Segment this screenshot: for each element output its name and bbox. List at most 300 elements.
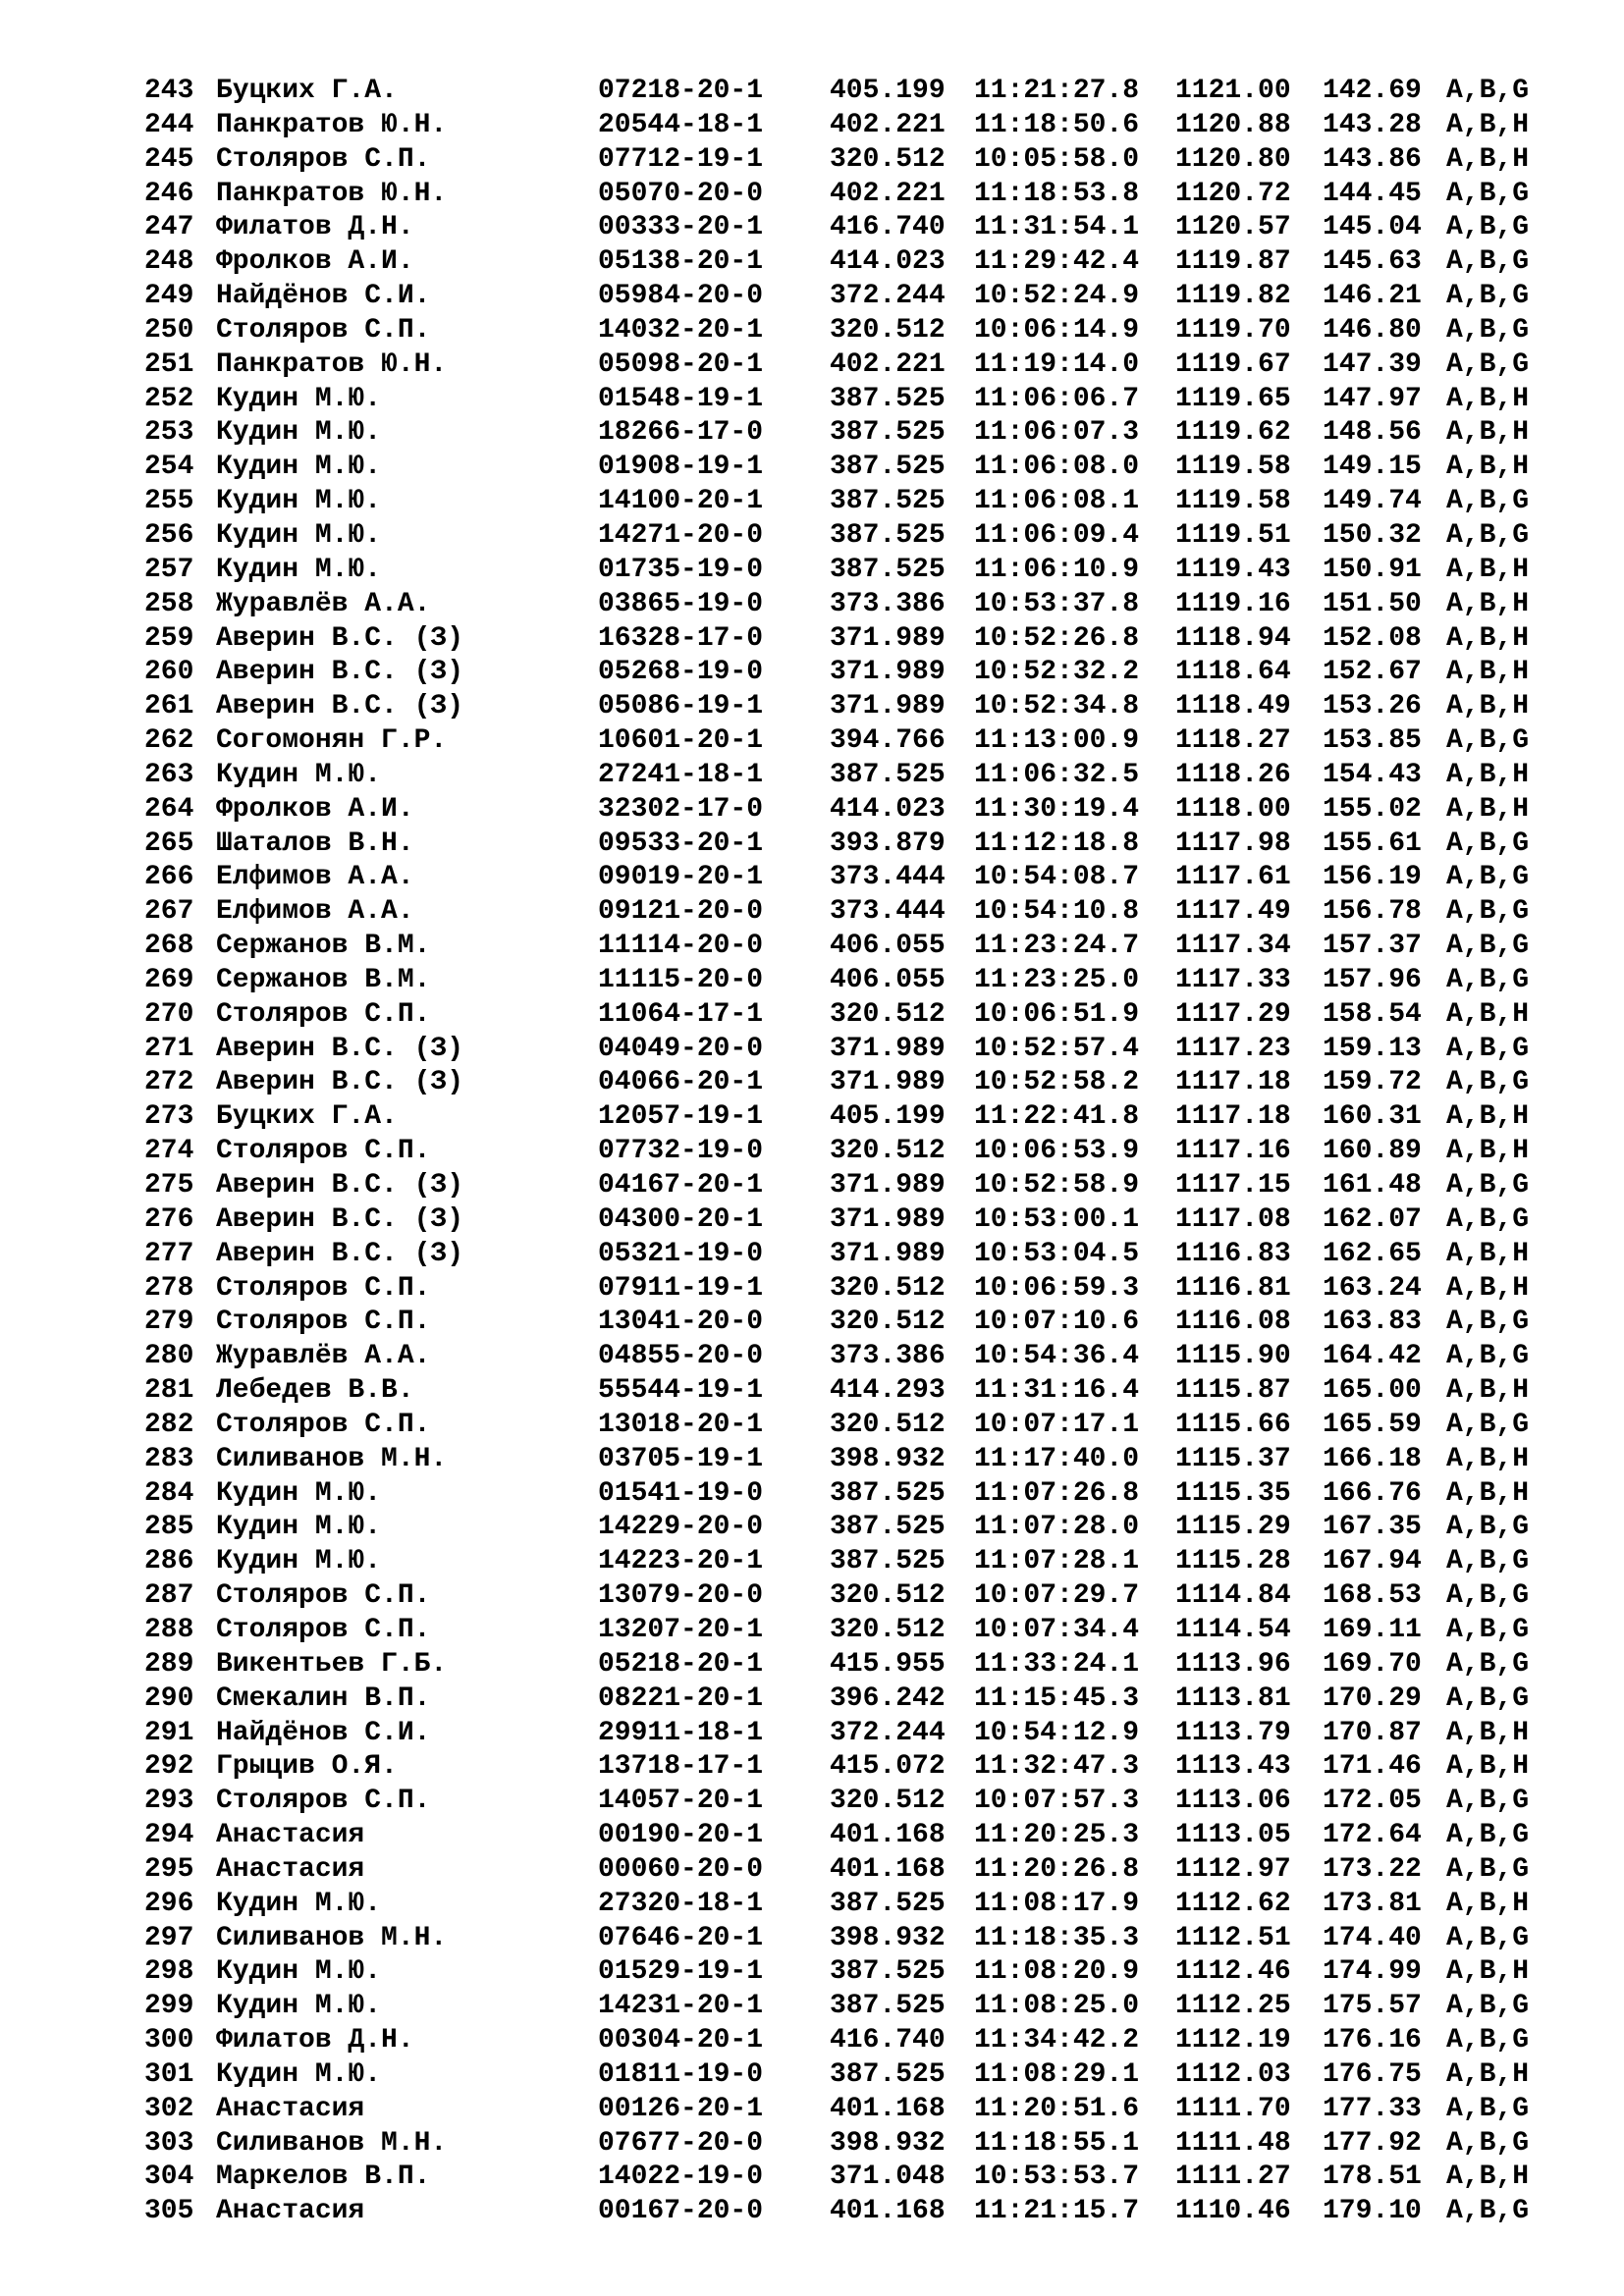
table-row: [144, 1238, 1578, 1272]
participant-name: Панкратов Ю.Н.: [216, 348, 448, 380]
points: 167.94: [1323, 1546, 1422, 1577]
class-codes: A,B,G: [1446, 2093, 1530, 2124]
table-row: [144, 1100, 1578, 1135]
table-row: [144, 2127, 1578, 2162]
speed: 1119.70: [1175, 314, 1291, 346]
points: 157.37: [1323, 931, 1422, 962]
rank: 261: [144, 691, 194, 722]
ring-number: 18266-17-0: [598, 417, 764, 449]
points: 143.86: [1323, 143, 1422, 175]
rank: 249: [144, 281, 194, 312]
distance: 371.989: [830, 657, 946, 688]
points: 165.00: [1323, 1375, 1422, 1407]
participant-name: Столяров С.П.: [216, 1580, 431, 1612]
table-row: [144, 1340, 1578, 1374]
rank: 295: [144, 1853, 194, 1885]
distance: 401.168: [830, 2196, 946, 2227]
ring-number: 20544-18-1: [598, 109, 764, 140]
arrival-time: 10:53:00.1: [974, 1203, 1140, 1235]
speed: 1118.94: [1175, 622, 1291, 654]
participant-name: Аверин В.С. (З): [216, 691, 464, 722]
rank: 247: [144, 212, 194, 243]
ring-number: 10601-20-1: [598, 725, 764, 757]
distance: 387.525: [830, 1512, 946, 1543]
distance: 387.525: [830, 519, 946, 551]
class-codes: A,B,G: [1446, 246, 1530, 278]
class-codes: A,B,H: [1446, 1375, 1530, 1407]
distance: 394.766: [830, 725, 946, 757]
rank: 292: [144, 1751, 194, 1783]
class-codes: A,B,G: [1446, 212, 1530, 243]
rank: 256: [144, 519, 194, 551]
points: 150.91: [1323, 554, 1422, 585]
rank: 298: [144, 1956, 194, 1988]
rank: 293: [144, 1786, 194, 1817]
points: 170.29: [1323, 1682, 1422, 1714]
distance: 371.989: [830, 622, 946, 654]
ring-number: 00304-20-1: [598, 2025, 764, 2056]
distance: 372.244: [830, 1717, 946, 1748]
speed: 1119.51: [1175, 519, 1291, 551]
arrival-time: 11:06:08.1: [974, 486, 1140, 517]
arrival-time: 10:52:24.9: [974, 281, 1140, 312]
participant-name: Аверин В.С. (З): [216, 657, 464, 688]
class-codes: A,B,H: [1446, 759, 1530, 790]
table-row: [144, 2195, 1578, 2229]
table-row: [144, 1717, 1578, 1751]
arrival-time: 11:33:24.1: [974, 1648, 1140, 1680]
distance: 371.989: [830, 1033, 946, 1064]
points: 166.76: [1323, 1477, 1422, 1509]
arrival-time: 11:23:25.0: [974, 964, 1140, 995]
rank: 274: [144, 1136, 194, 1167]
class-codes: A,B,H: [1446, 1888, 1530, 1919]
distance: 401.168: [830, 2093, 946, 2124]
rank: 300: [144, 2025, 194, 2056]
class-codes: A,B,H: [1446, 554, 1530, 585]
points: 146.21: [1323, 281, 1422, 312]
class-codes: A,B,H: [1446, 1477, 1530, 1509]
arrival-time: 10:05:58.0: [974, 143, 1140, 175]
participant-name: Кудин М.Ю.: [216, 1991, 382, 2022]
class-codes: A,B,G: [1446, 1033, 1530, 1064]
rank: 279: [144, 1307, 194, 1338]
points: 150.32: [1323, 519, 1422, 551]
table-row: [144, 1682, 1578, 1717]
class-codes: A,B,G: [1446, 1067, 1530, 1098]
arrival-time: 11:19:14.0: [974, 348, 1140, 380]
ring-number: 05268-19-0: [598, 657, 764, 688]
participant-name: Аверин В.С. (З): [216, 1067, 464, 1098]
ring-number: 09019-20-1: [598, 862, 764, 893]
table-row: [144, 588, 1578, 622]
arrival-time: 11:32:47.3: [974, 1751, 1140, 1783]
table-row: [144, 1477, 1578, 1512]
rank: 270: [144, 998, 194, 1030]
rank: 251: [144, 348, 194, 380]
arrival-time: 11:20:51.6: [974, 2093, 1140, 2124]
points: 165.59: [1323, 1409, 1422, 1440]
ring-number: 08221-20-1: [598, 1682, 764, 1714]
points: 162.65: [1323, 1238, 1422, 1269]
speed: 1116.08: [1175, 1307, 1291, 1338]
class-codes: A,B,G: [1446, 1546, 1530, 1577]
distance: 416.740: [830, 212, 946, 243]
ring-number: 00333-20-1: [598, 212, 764, 243]
ring-number: 27241-18-1: [598, 759, 764, 790]
ring-number: 01548-19-1: [598, 383, 764, 414]
speed: 1115.87: [1175, 1375, 1291, 1407]
speed: 1112.97: [1175, 1853, 1291, 1885]
distance: 405.199: [830, 1101, 946, 1133]
class-codes: A,B,H: [1446, 1101, 1530, 1133]
speed: 1113.96: [1175, 1648, 1291, 1680]
table-row: [144, 690, 1578, 724]
participant-name: Силиванов М.Н.: [216, 1443, 448, 1474]
speed: 1117.34: [1175, 931, 1291, 962]
distance: 401.168: [830, 1853, 946, 1885]
speed: 1118.49: [1175, 691, 1291, 722]
points: 148.56: [1323, 417, 1422, 449]
class-codes: A,B,H: [1446, 417, 1530, 449]
ring-number: 32302-17-0: [598, 793, 764, 825]
table-row: [144, 485, 1578, 519]
ring-number: 07911-19-1: [598, 1272, 764, 1304]
participant-name: Буцких Г.А.: [216, 76, 398, 106]
rank: 250: [144, 314, 194, 346]
distance: 371.048: [830, 2162, 946, 2193]
class-codes: A,B,H: [1446, 109, 1530, 140]
ring-number: 55544-19-1: [598, 1375, 764, 1407]
ring-number: 11114-20-0: [598, 931, 764, 962]
participant-name: Столяров С.П.: [216, 1136, 431, 1167]
table-row: [144, 1374, 1578, 1409]
rank: 289: [144, 1648, 194, 1680]
table-row: [144, 1785, 1578, 1819]
table-row: [144, 280, 1578, 314]
rank: 284: [144, 1477, 194, 1509]
distance: 387.525: [830, 1477, 946, 1509]
speed: 1117.61: [1175, 862, 1291, 893]
table-row: [144, 348, 1578, 383]
points: 156.19: [1323, 862, 1422, 893]
speed: 1112.25: [1175, 1991, 1291, 2022]
participant-name: Маркелов В.П.: [216, 2162, 431, 2193]
ring-number: 14100-20-1: [598, 486, 764, 517]
speed: 1112.03: [1175, 2058, 1291, 2090]
ring-number: 01735-19-0: [598, 554, 764, 585]
ring-number: 05070-20-0: [598, 178, 764, 209]
rank: 266: [144, 862, 194, 893]
points: 177.33: [1323, 2093, 1422, 2124]
class-codes: A,B,H: [1446, 1136, 1530, 1167]
arrival-time: 10:52:26.8: [974, 622, 1140, 654]
participant-name: Анастасия: [216, 2196, 365, 2227]
class-codes: A,B,H: [1446, 622, 1530, 654]
participant-name: Буцких Г.А.: [216, 1101, 398, 1133]
distance: 387.525: [830, 759, 946, 790]
ring-number: 13041-20-0: [598, 1307, 764, 1338]
table-row: [144, 143, 1578, 178]
ring-number: 29911-18-1: [598, 1717, 764, 1748]
class-codes: A,B,G: [1446, 76, 1530, 106]
table-row: [144, 622, 1578, 657]
distance: 406.055: [830, 964, 946, 995]
arrival-time: 10:52:34.8: [974, 691, 1140, 722]
participant-name: Фролков А.И.: [216, 793, 414, 825]
class-codes: A,B,H: [1446, 2162, 1530, 2193]
distance: 396.242: [830, 1682, 946, 1714]
rank: 287: [144, 1580, 194, 1612]
class-codes: A,B,H: [1446, 1956, 1530, 1988]
class-codes: A,B,G: [1446, 1580, 1530, 1612]
class-codes: A,B,G: [1446, 931, 1530, 962]
speed: 1118.26: [1175, 759, 1291, 790]
class-codes: A,B,H: [1446, 1751, 1530, 1783]
speed: 1111.70: [1175, 2093, 1291, 2124]
speed: 1119.67: [1175, 348, 1291, 380]
speed: 1112.46: [1175, 1956, 1291, 1988]
ring-number: 07712-19-1: [598, 143, 764, 175]
class-codes: A,B,G: [1446, 519, 1530, 551]
speed: 1113.43: [1175, 1751, 1291, 1783]
distance: 320.512: [830, 1409, 946, 1440]
table-row: [144, 383, 1578, 417]
table-row: [144, 1545, 1578, 1579]
table-row: [144, 793, 1578, 828]
speed: 1116.81: [1175, 1272, 1291, 1304]
arrival-time: 10:52:32.2: [974, 657, 1140, 688]
arrival-time: 11:23:24.7: [974, 931, 1140, 962]
table-row: [144, 2058, 1578, 2093]
ring-number: 14223-20-1: [598, 1546, 764, 1577]
arrival-time: 11:07:28.1: [974, 1546, 1140, 1577]
class-codes: A,B,G: [1446, 1512, 1530, 1543]
points: 178.51: [1323, 2162, 1422, 2193]
distance: 387.525: [830, 2058, 946, 2090]
table-row: [144, 451, 1578, 485]
ring-number: 00190-20-1: [598, 1820, 764, 1851]
table-row: [144, 178, 1578, 212]
arrival-time: 10:52:57.4: [974, 1033, 1140, 1064]
ring-number: 16328-17-0: [598, 622, 764, 654]
class-codes: A,B,G: [1446, 2196, 1530, 2227]
points: 162.07: [1323, 1203, 1422, 1235]
participant-name: Найдёнов С.И.: [216, 1717, 431, 1748]
participant-name: Филатов Д.Н.: [216, 212, 414, 243]
class-codes: A,B,H: [1446, 657, 1530, 688]
table-row: [144, 1409, 1578, 1443]
distance: 373.444: [830, 896, 946, 928]
speed: 1114.54: [1175, 1614, 1291, 1645]
arrival-time: 10:53:37.8: [974, 588, 1140, 619]
speed: 1117.23: [1175, 1033, 1291, 1064]
class-codes: A,B,G: [1446, 1409, 1530, 1440]
distance: 387.525: [830, 554, 946, 585]
arrival-time: 11:18:55.1: [974, 2127, 1140, 2159]
points: 161.48: [1323, 1170, 1422, 1201]
speed: 1112.51: [1175, 1922, 1291, 1953]
table-row: [144, 1511, 1578, 1545]
participant-name: Кудин М.Ю.: [216, 2058, 382, 2090]
arrival-time: 11:18:50.6: [974, 109, 1140, 140]
arrival-time: 11:06:07.3: [974, 417, 1140, 449]
speed: 1113.81: [1175, 1682, 1291, 1714]
speed: 1117.29: [1175, 998, 1291, 1030]
participant-name: Аверин В.С. (З): [216, 1033, 464, 1064]
participant-name: Кудин М.Ю.: [216, 1956, 382, 1988]
points: 163.24: [1323, 1272, 1422, 1304]
speed: 1113.05: [1175, 1820, 1291, 1851]
arrival-time: 10:06:53.9: [974, 1136, 1140, 1167]
participant-name: Смекалин В.П.: [216, 1682, 431, 1714]
distance: 387.525: [830, 1991, 946, 2022]
rank: 303: [144, 2127, 194, 2159]
participant-name: Аверин В.С. (З): [216, 1203, 464, 1235]
table-row: [144, 1614, 1578, 1648]
points: 152.67: [1323, 657, 1422, 688]
class-codes: A,B,G: [1446, 1614, 1530, 1645]
speed: 1112.19: [1175, 2025, 1291, 2056]
participant-name: Кудин М.Ю.: [216, 554, 382, 585]
points: 153.26: [1323, 691, 1422, 722]
class-codes: A,B,G: [1446, 281, 1530, 312]
table-row: [144, 1306, 1578, 1340]
ring-number: 13718-17-1: [598, 1751, 764, 1783]
table-row: [144, 998, 1578, 1033]
ring-number: 07677-20-0: [598, 2127, 764, 2159]
table-row: [144, 245, 1578, 280]
distance: 402.221: [830, 109, 946, 140]
table-row: [144, 1066, 1578, 1100]
rank: 264: [144, 793, 194, 825]
speed: 1119.65: [1175, 383, 1291, 414]
class-codes: A,B,H: [1446, 452, 1530, 483]
arrival-time: 10:52:58.2: [974, 1067, 1140, 1098]
speed: 1115.28: [1175, 1546, 1291, 1577]
speed: 1119.82: [1175, 281, 1291, 312]
table-row: [144, 109, 1578, 143]
rank: 276: [144, 1203, 194, 1235]
rank: 258: [144, 588, 194, 619]
table-row: [144, 1648, 1578, 1682]
table-row: [144, 964, 1578, 998]
participant-name: Сержанов В.М.: [216, 964, 431, 995]
rank: 272: [144, 1067, 194, 1098]
speed: 1121.00: [1175, 76, 1291, 106]
points: 174.40: [1323, 1922, 1422, 1953]
ring-number: 14229-20-0: [598, 1512, 764, 1543]
table-row: [144, 930, 1578, 964]
class-codes: A,B,G: [1446, 725, 1530, 757]
class-codes: A,B,H: [1446, 793, 1530, 825]
participant-name: Шаталов В.Н.: [216, 828, 414, 859]
distance: 371.989: [830, 1067, 946, 1098]
arrival-time: 11:12:18.8: [974, 828, 1140, 859]
arrival-time: 10:53:53.7: [974, 2162, 1140, 2193]
speed: 1117.33: [1175, 964, 1291, 995]
arrival-time: 10:07:17.1: [974, 1409, 1140, 1440]
points: 164.42: [1323, 1341, 1422, 1372]
distance: 415.072: [830, 1751, 946, 1783]
points: 146.80: [1323, 314, 1422, 346]
participant-name: Анастасия: [216, 1820, 365, 1851]
speed: 1111.27: [1175, 2162, 1291, 2193]
participant-name: Панкратов Ю.Н.: [216, 109, 448, 140]
points: 176.16: [1323, 2025, 1422, 2056]
participant-name: Кудин М.Ю.: [216, 1546, 382, 1577]
table-row: [144, 1990, 1578, 2024]
rank: 257: [144, 554, 194, 585]
table-row: [144, 2093, 1578, 2127]
speed: 1117.18: [1175, 1101, 1291, 1133]
distance: 320.512: [830, 1614, 946, 1645]
distance: 398.932: [830, 1443, 946, 1474]
class-codes: A,B,G: [1446, 1922, 1530, 1953]
arrival-time: 11:06:32.5: [974, 759, 1140, 790]
speed: 1111.48: [1175, 2127, 1291, 2159]
participant-name: Журавлёв А.А.: [216, 1341, 431, 1372]
points: 171.46: [1323, 1751, 1422, 1783]
table-row: [144, 1033, 1578, 1067]
distance: 414.023: [830, 246, 946, 278]
speed: 1119.16: [1175, 588, 1291, 619]
distance: 414.293: [830, 1375, 946, 1407]
rank: 246: [144, 178, 194, 209]
distance: 320.512: [830, 1136, 946, 1167]
rank: 304: [144, 2162, 194, 2193]
points: 172.05: [1323, 1786, 1422, 1817]
arrival-time: 11:15:45.3: [974, 1682, 1140, 1714]
participant-name: Елфимов А.А.: [216, 896, 414, 928]
distance: 320.512: [830, 1786, 946, 1817]
table-row: [144, 314, 1578, 348]
class-codes: A,B,G: [1446, 964, 1530, 995]
points: 175.57: [1323, 1991, 1422, 2022]
participant-name: Аверин В.С. (З): [216, 622, 464, 654]
table-row: [144, 759, 1578, 793]
points: 152.08: [1323, 622, 1422, 654]
distance: 405.199: [830, 76, 946, 106]
distance: 401.168: [830, 1820, 946, 1851]
participant-name: Кудин М.Ю.: [216, 383, 382, 414]
class-codes: A,B,G: [1446, 486, 1530, 517]
arrival-time: 11:21:15.7: [974, 2196, 1140, 2227]
ring-number: 07732-19-0: [598, 1136, 764, 1167]
points: 142.69: [1323, 76, 1422, 106]
points: 169.11: [1323, 1614, 1422, 1645]
class-codes: A,B,G: [1446, 862, 1530, 893]
distance: 371.989: [830, 1203, 946, 1235]
distance: 387.525: [830, 1956, 946, 1988]
speed: 1115.35: [1175, 1477, 1291, 1509]
class-codes: A,B,G: [1446, 1341, 1530, 1372]
table-row: [144, 1750, 1578, 1785]
table-row: [144, 519, 1578, 554]
participant-name: Фролков А.И.: [216, 246, 414, 278]
rank: 244: [144, 109, 194, 140]
distance: 373.386: [830, 588, 946, 619]
speed: 1119.87: [1175, 246, 1291, 278]
distance: 387.525: [830, 1888, 946, 1919]
participant-name: Кудин М.Ю.: [216, 417, 382, 449]
points: 160.31: [1323, 1101, 1422, 1133]
participant-name: Кудин М.Ю.: [216, 759, 382, 790]
distance: 387.525: [830, 417, 946, 449]
class-codes: A,B,G: [1446, 178, 1530, 209]
points: 167.35: [1323, 1512, 1422, 1543]
arrival-time: 10:07:57.3: [974, 1786, 1140, 1817]
